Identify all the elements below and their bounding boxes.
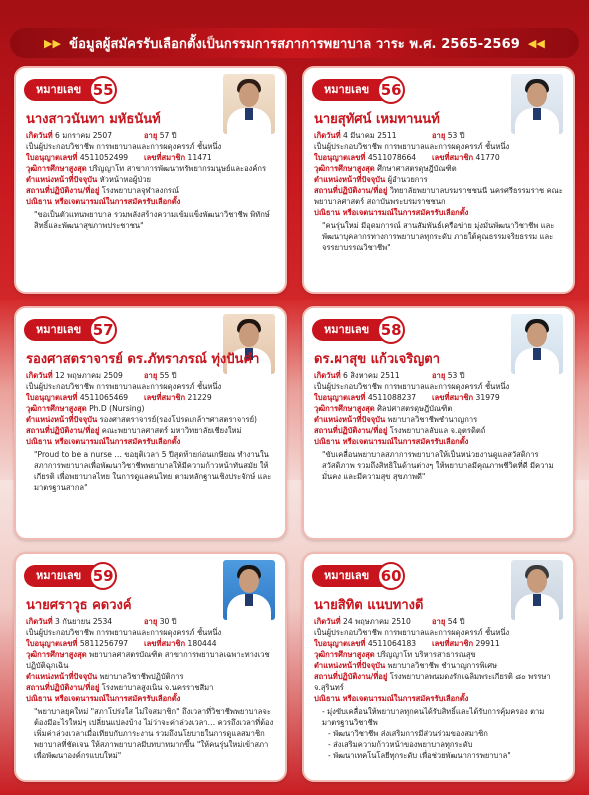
photo-collar bbox=[533, 108, 541, 120]
born-field bbox=[26, 370, 144, 381]
position-value: พยาบาลวิชาชีพชำนาญการ bbox=[387, 415, 478, 424]
member-field bbox=[144, 392, 212, 403]
born-age-row bbox=[314, 370, 569, 381]
vision-value: "ขับเคลื่อนพยาบาลสภาการพยาบาลให้เป็นหน่วยงานดูแลสวัสดิการ สวัสดิภาพ รวมถึงสิทธิในด้านต่างๆ ให้พยาบาลมีคุณภาพชีวิตที่ดี มีความมั่นคง และมีความสุข สุขภาพดี" bbox=[322, 450, 554, 481]
candidate-number: 59 bbox=[89, 562, 117, 590]
born-label: เกิดวันที่ bbox=[26, 131, 53, 140]
candidate-photo bbox=[511, 560, 563, 620]
candidate-name: ดร.ผาสุข แก้วเจริญตา bbox=[314, 352, 441, 367]
born-field bbox=[314, 130, 432, 141]
member-label: เลขที่สมาชิก bbox=[144, 639, 186, 648]
age-field bbox=[144, 130, 177, 141]
workplace-row bbox=[314, 185, 569, 207]
age-value: 54 ปี bbox=[447, 617, 465, 626]
education-row bbox=[26, 403, 281, 414]
vision-label: ปณิธาน หรือเจตนารมณ์ในการสมัครรับเลือกตั้ง bbox=[26, 437, 181, 446]
license-value: 4511088237 bbox=[367, 393, 417, 402]
education-row bbox=[26, 649, 281, 671]
age-field bbox=[432, 370, 465, 381]
candidate-card-60 bbox=[302, 552, 575, 782]
candidate-photo bbox=[511, 314, 563, 374]
education-value: ศึกษาศาสตรดุษฎีบัณฑิต bbox=[377, 164, 457, 173]
candidate-number: 58 bbox=[377, 316, 405, 344]
education-row bbox=[26, 163, 281, 174]
candidate-card-56 bbox=[302, 66, 575, 294]
photo-collar bbox=[533, 348, 541, 360]
member-field bbox=[432, 638, 500, 649]
position-row bbox=[314, 414, 569, 425]
vision-value: "พยาบาลยุคใหม่ "สภาโปร่งใส ไม่ใจสมาชิก" ถึงเวลาที่วิชาชีพพยาบาลจะต้องมีอะไรใหม่ๆ เปลี่ยนแปลงบ้าง ไม่ว่าจะค่าล่วงเวลา… ควรถึงเวลาที่ต้องเพิ่มค่าล่วงเวลาเมื่อเทียบกับภาระงาน รวมถึงนโยบายในการดูแลสมาชิกพยาบาลที่ชัดเจน ให้สภาพยาบาลมีบทบาทมากขึ้น "ให้คนรุ่นใหม่เข้าสภา เพื่อพัฒนาองค์กรแบบใหม่" bbox=[34, 707, 274, 760]
workplace-label: สถานที่ปฏิบัติงาน/ที่อยู่ bbox=[314, 186, 388, 195]
education-value: ปริญญาโท บริหารสาธารณสุข bbox=[377, 650, 476, 659]
born-value: 24 พฤษภาคม 2510 bbox=[343, 617, 411, 626]
vision-bullet: - พัฒนาเทคโนโลยีทุกระดับ เพื่อช่วยพัฒนาการพยาบาล" bbox=[328, 751, 511, 760]
born-age-row bbox=[26, 616, 281, 627]
number-label: หมายเลข bbox=[24, 319, 105, 341]
vision-value: - มุ่งขับเคลื่อนให้พยาบาลทุกคนได้รับสิทธิ์และได้รับการคุ้มครอง ตามมาตรฐานวิชาชีพ bbox=[322, 707, 545, 727]
photo-collar bbox=[245, 108, 253, 120]
vision-text bbox=[314, 706, 569, 761]
license-label: ใบอนุญาตเลขที่ bbox=[26, 153, 78, 162]
member-label: เลขที่สมาชิก bbox=[432, 153, 474, 162]
photo-face bbox=[239, 323, 259, 347]
age-label: อายุ bbox=[144, 131, 158, 140]
license-value: 4511078664 bbox=[367, 153, 417, 162]
page-title-banner bbox=[10, 28, 579, 58]
born-label: เกิดวันที่ bbox=[26, 617, 53, 626]
position-label: ตำแหน่งหน้าที่ปัจจุบัน bbox=[314, 175, 386, 184]
vision-text bbox=[26, 706, 281, 761]
candidate-info bbox=[26, 370, 281, 493]
age-value: 57 ปี bbox=[159, 131, 177, 140]
practitioner-text: เป็นผู้ประกอบวิชาชีพ การพยาบาลและการผดุงครรภ์ ชั้นหนึ่ง bbox=[314, 382, 510, 391]
age-label: อายุ bbox=[144, 617, 158, 626]
born-age-row bbox=[26, 370, 281, 381]
born-field bbox=[26, 616, 144, 627]
age-label: อายุ bbox=[432, 617, 446, 626]
practitioner-text: เป็นผู้ประกอบวิชาชีพ การพยาบาลและการผดุงครรภ์ ชั้นหนึ่ง bbox=[314, 142, 510, 151]
education-label: วุฒิการศึกษาสูงสุด bbox=[26, 650, 87, 659]
education-value: ปริญญาโท สาขาการพัฒนาทรัพยากรมนุษย์และองค์กร bbox=[89, 164, 267, 173]
license-field bbox=[26, 392, 144, 403]
born-label: เกิดวันที่ bbox=[26, 371, 53, 380]
member-field bbox=[432, 392, 500, 403]
born-value: 6 มกราคม 2507 bbox=[55, 131, 113, 140]
candidate-number-tag bbox=[312, 316, 405, 344]
candidate-info bbox=[314, 370, 569, 482]
education-label: วุฒิการศึกษาสูงสุด bbox=[26, 164, 87, 173]
vision-label: ปณิธาน หรือเจตนารมณ์ในการสมัครรับเลือกตั้ง bbox=[26, 197, 181, 206]
position-value: พยาบาลวิชาชีพปฏิบัติการ bbox=[99, 672, 184, 681]
vision-label: ปณิธาน หรือเจตนารมณ์ในการสมัครรับเลือกตั้ง bbox=[314, 208, 469, 217]
candidate-info bbox=[26, 130, 281, 231]
born-label: เกิดวันที่ bbox=[314, 617, 341, 626]
education-value: พยาบาลศาสตรบัณฑิต สาขาการพยาบาลเฉพาะทางเวชปฏิบัติฉุกเฉิน bbox=[26, 650, 270, 670]
workplace-label: สถานที่ปฏิบัติงาน/ที่อยู่ bbox=[26, 426, 100, 435]
age-label: อายุ bbox=[432, 371, 446, 380]
education-label: วุฒิการศึกษาสูงสุด bbox=[314, 404, 375, 413]
vision-value: "ขอเป็นตัวแทนพยาบาล รวมพลังสร้างความเข้มแข็งพัฒนาวิชาชีพ พิทักษ์สิทธิ์และพัฒนาสุขภาพประชาชน" bbox=[34, 210, 270, 230]
candidate-number: 56 bbox=[377, 76, 405, 104]
age-value: 53 ปี bbox=[447, 131, 465, 140]
candidate-number-tag bbox=[24, 316, 117, 344]
candidate-name: นายสิทิต แนบทางดี bbox=[314, 598, 424, 613]
born-label: เกิดวันที่ bbox=[314, 131, 341, 140]
born-value: 6 สิงหาคม 2511 bbox=[343, 371, 400, 380]
workplace-row bbox=[314, 671, 569, 693]
workplace-row bbox=[26, 682, 281, 693]
born-field bbox=[314, 370, 432, 381]
workplace-label: สถานที่ปฏิบัติงาน/ที่อยู่ bbox=[26, 683, 100, 692]
vision-value: "Proud to be a nurse … ขอยุติเวลา 5 ปีสุดท้ายก่อนเกษียณ ทำงานในสภาการพยาบาลเพื่อพัฒนาวิชาชีพพยาบาลให้มีความก้าวหน้าทันสมัย ให้เกียรติ เพื่อพยาบาลไทย ในการดูแลคนไทย ตามหลักฐานเชิงประจักษ์ และมาตรฐานสากล" bbox=[34, 450, 272, 492]
workplace-label: สถานที่ปฏิบัติงาน/ที่อยู่ bbox=[314, 672, 388, 681]
license-field bbox=[314, 392, 432, 403]
education-row bbox=[314, 649, 569, 660]
born-value: 4 มีนาคม 2511 bbox=[343, 131, 397, 140]
license-label: ใบอนุญาตเลขที่ bbox=[314, 639, 366, 648]
position-value: พยาบาลวิชาชีพ ชำนาญการพิเศษ bbox=[387, 661, 498, 670]
workplace-value: โรงพยาบาลสูงเนิน จ.นครราชสีมา bbox=[101, 683, 214, 692]
license-field bbox=[26, 638, 144, 649]
position-label: ตำแหน่งหน้าที่ปัจจุบัน bbox=[314, 661, 386, 670]
workplace-label: สถานที่ปฏิบัติงาน/ที่อยู่ bbox=[26, 186, 100, 195]
candidate-number-tag bbox=[24, 562, 117, 590]
photo-face bbox=[527, 323, 547, 347]
position-label: ตำแหน่งหน้าที่ปัจจุบัน bbox=[26, 175, 98, 184]
vision-text bbox=[314, 449, 569, 482]
number-label: หมายเลข bbox=[312, 79, 393, 101]
vision-text bbox=[314, 220, 569, 253]
vision-bullet: - พัฒนาวิชาชีพ ส่งเสริมการมีส่วนร่วมของสมาชิก bbox=[328, 729, 488, 738]
license-value: 5811256797 bbox=[79, 639, 129, 648]
candidate-info bbox=[26, 616, 281, 761]
candidate-info bbox=[314, 130, 569, 253]
born-value: 12 พฤษภาคม 2509 bbox=[55, 371, 123, 380]
vision-bullet: - ส่งเสริมความก้าวหน้าของพยาบาลทุกระดับ bbox=[328, 740, 473, 749]
workplace-value: วิทยาลัยพยาบาลบรมราชชนนี นครศรีธรรมราช คณะพยาบาลศาสตร์ สถาบันพระบรมราชชนก bbox=[314, 186, 563, 206]
photo-collar bbox=[245, 594, 253, 606]
age-value: 30 ปี bbox=[159, 617, 177, 626]
vision-label: ปณิธาน หรือเจตนารมณ์ในการสมัครรับเลือกตั้ง bbox=[314, 694, 469, 703]
education-row bbox=[314, 403, 569, 414]
member-field bbox=[144, 152, 212, 163]
license-field bbox=[26, 152, 144, 163]
age-label: อายุ bbox=[432, 131, 446, 140]
candidate-number-tag bbox=[312, 562, 405, 590]
candidate-name: รองศาสตราจารย์ ดร.ภัทราภรณ์ ทุ่งปันคำ bbox=[26, 352, 260, 367]
age-field bbox=[432, 130, 465, 141]
license-member-row bbox=[314, 392, 569, 403]
member-field bbox=[432, 152, 500, 163]
candidate-card-59 bbox=[14, 552, 287, 782]
vision-label: ปณิธาน หรือเจตนารมณ์ในการสมัครรับเลือกตั้ง bbox=[26, 694, 181, 703]
member-value: 41770 bbox=[475, 153, 500, 162]
vision-label: ปณิธาน หรือเจตนารมณ์ในการสมัครรับเลือกตั้ง bbox=[314, 437, 469, 446]
member-label: เลขที่สมาชิก bbox=[432, 639, 474, 648]
position-label: ตำแหน่งหน้าที่ปัจจุบัน bbox=[314, 415, 386, 424]
member-value: 180444 bbox=[187, 639, 217, 648]
position-row bbox=[26, 174, 281, 185]
candidate-number: 57 bbox=[89, 316, 117, 344]
age-field bbox=[144, 616, 177, 627]
license-member-row bbox=[314, 638, 569, 649]
page-title: ข้อมูลผู้สมัครรับเลือกตั้งเป็นกรรมการสภาการพยาบาล วาระ พ.ศ. 2565-2569 bbox=[69, 36, 520, 52]
candidate-info bbox=[314, 616, 569, 761]
photo-face bbox=[239, 569, 259, 593]
double-left-arrow-icon: ◀◀ bbox=[527, 36, 545, 50]
member-value: 29911 bbox=[475, 639, 500, 648]
license-member-row bbox=[26, 152, 281, 163]
license-value: 4511052499 bbox=[79, 153, 129, 162]
license-label: ใบอนุญาตเลขที่ bbox=[314, 393, 366, 402]
education-label: วุฒิการศึกษาสูงสุด bbox=[314, 164, 375, 173]
number-label: หมายเลข bbox=[24, 565, 105, 587]
workplace-row bbox=[26, 185, 281, 196]
candidate-name: นายศราวุธ คดวงค์ bbox=[26, 598, 132, 613]
education-value: Ph.D (Nursing) bbox=[89, 404, 145, 413]
candidate-photo bbox=[223, 560, 275, 620]
license-field bbox=[314, 638, 432, 649]
born-field bbox=[26, 130, 144, 141]
number-label: หมายเลข bbox=[312, 319, 393, 341]
born-age-row bbox=[314, 130, 569, 141]
position-value: หัวหน้าหอผู้ป่วย bbox=[99, 175, 151, 184]
education-value: ศิลปศาสตรดุษฎีบัณฑิต bbox=[377, 404, 453, 413]
practitioner-text: เป็นผู้ประกอบวิชาชีพ การพยาบาลและการผดุงครรภ์ ชั้นหนึ่ง bbox=[314, 628, 510, 637]
license-label: ใบอนุญาตเลขที่ bbox=[26, 639, 78, 648]
age-value: 53 ปี bbox=[447, 371, 465, 380]
number-label: หมายเลข bbox=[312, 565, 393, 587]
candidate-card-57 bbox=[14, 306, 287, 540]
age-field bbox=[144, 370, 177, 381]
position-row bbox=[314, 174, 569, 185]
candidate-name: นายสุทัศน์ เหมทานนท์ bbox=[314, 112, 440, 127]
workplace-label: สถานที่ปฏิบัติงาน/ที่อยู่ bbox=[314, 426, 388, 435]
position-row bbox=[26, 414, 281, 425]
license-member-row bbox=[26, 392, 281, 403]
age-field bbox=[432, 616, 465, 627]
born-value: 3 กันยายน 2534 bbox=[55, 617, 113, 626]
photo-face bbox=[527, 569, 547, 593]
candidate-photo bbox=[223, 74, 275, 134]
license-member-row bbox=[26, 638, 281, 649]
candidate-number: 60 bbox=[377, 562, 405, 590]
born-age-row bbox=[26, 130, 281, 141]
candidate-name: นางสาวนันทา มหัธนันท์ bbox=[26, 112, 161, 127]
workplace-value: คณะพยาบาลศาสตร์ มหาวิทยาลัยเชียงใหม่ bbox=[101, 426, 242, 435]
member-label: เลขที่สมาชิก bbox=[144, 393, 186, 402]
vision-text bbox=[26, 209, 281, 231]
workplace-value: โรงพยาบาลพนมดงรักเฉลิมพระเกียรติ ๘๐ พรรษา จ.สุรินทร์ bbox=[314, 672, 551, 692]
member-field bbox=[144, 638, 217, 649]
workplace-value: โรงพยาบาลจุฬาลงกรณ์ bbox=[101, 186, 180, 195]
candidate-number: 55 bbox=[89, 76, 117, 104]
position-row bbox=[314, 660, 569, 671]
license-label: ใบอนุญาตเลขที่ bbox=[314, 153, 366, 162]
photo-face bbox=[239, 83, 259, 107]
member-value: 31979 bbox=[475, 393, 500, 402]
number-label: หมายเลข bbox=[24, 79, 105, 101]
practitioner-text: เป็นผู้ประกอบวิชาชีพ การพยาบาลและการผดุงครรภ์ ชั้นหนึ่ง bbox=[26, 382, 222, 391]
education-label: วุฒิการศึกษาสูงสุด bbox=[26, 404, 87, 413]
position-label: ตำแหน่งหน้าที่ปัจจุบัน bbox=[26, 415, 98, 424]
education-row bbox=[314, 163, 569, 174]
candidate-card-55 bbox=[14, 66, 287, 294]
position-value: รองศาสตราจารย์(รองโปรดเกล้าฯศาสตราจารย์) bbox=[99, 415, 257, 424]
license-field bbox=[314, 152, 432, 163]
position-row bbox=[26, 671, 281, 682]
license-label: ใบอนุญาตเลขที่ bbox=[26, 393, 78, 402]
workplace-value: โรงพยาบาลลับแล จ.อุตรดิตถ์ bbox=[389, 426, 486, 435]
born-age-row bbox=[314, 616, 569, 627]
candidate-photo bbox=[511, 74, 563, 134]
age-label: อายุ bbox=[144, 371, 158, 380]
education-label: วุฒิการศึกษาสูงสุด bbox=[314, 650, 375, 659]
workplace-row bbox=[314, 425, 569, 436]
workplace-row bbox=[26, 425, 281, 436]
member-label: เลขที่สมาชิก bbox=[432, 393, 474, 402]
born-label: เกิดวันที่ bbox=[314, 371, 341, 380]
born-field bbox=[314, 616, 432, 627]
position-value: ผู้อำนวยการ bbox=[387, 175, 428, 184]
practitioner-text: เป็นผู้ประกอบวิชาชีพ การพยาบาลและการผดุงครรภ์ ชั้นหนึ่ง bbox=[26, 142, 222, 151]
member-label: เลขที่สมาชิก bbox=[144, 153, 186, 162]
photo-face bbox=[527, 83, 547, 107]
age-value: 55 ปี bbox=[159, 371, 177, 380]
double-right-arrow-icon: ▶▶ bbox=[44, 36, 62, 50]
member-value: 21229 bbox=[187, 393, 212, 402]
candidate-number-tag bbox=[24, 76, 117, 104]
member-value: 11471 bbox=[187, 153, 212, 162]
license-value: 4511065469 bbox=[79, 393, 129, 402]
position-label: ตำแหน่งหน้าที่ปัจจุบัน bbox=[26, 672, 98, 681]
license-value: 4511064183 bbox=[367, 639, 417, 648]
photo-collar bbox=[533, 594, 541, 606]
candidate-number-tag bbox=[312, 76, 405, 104]
vision-text bbox=[26, 449, 281, 493]
candidate-card-58 bbox=[302, 306, 575, 540]
vision-value: "คนรุ่นใหม่ มีอุดมการณ์ สานสัมพันธ์เครือข่าย มุ่งมั่นพัฒนาวิชาชีพ และพัฒนาบุคลากรทางการพยาบาลทุกระดับ ภายใต้คุณธรรมจริยธรรม และจรรยาบรรณวิชาชีพ" bbox=[322, 221, 555, 252]
practitioner-text: เป็นผู้ประกอบวิชาชีพ การพยาบาลและการผดุงครรภ์ ชั้นหนึ่ง bbox=[26, 628, 222, 637]
license-member-row bbox=[314, 152, 569, 163]
